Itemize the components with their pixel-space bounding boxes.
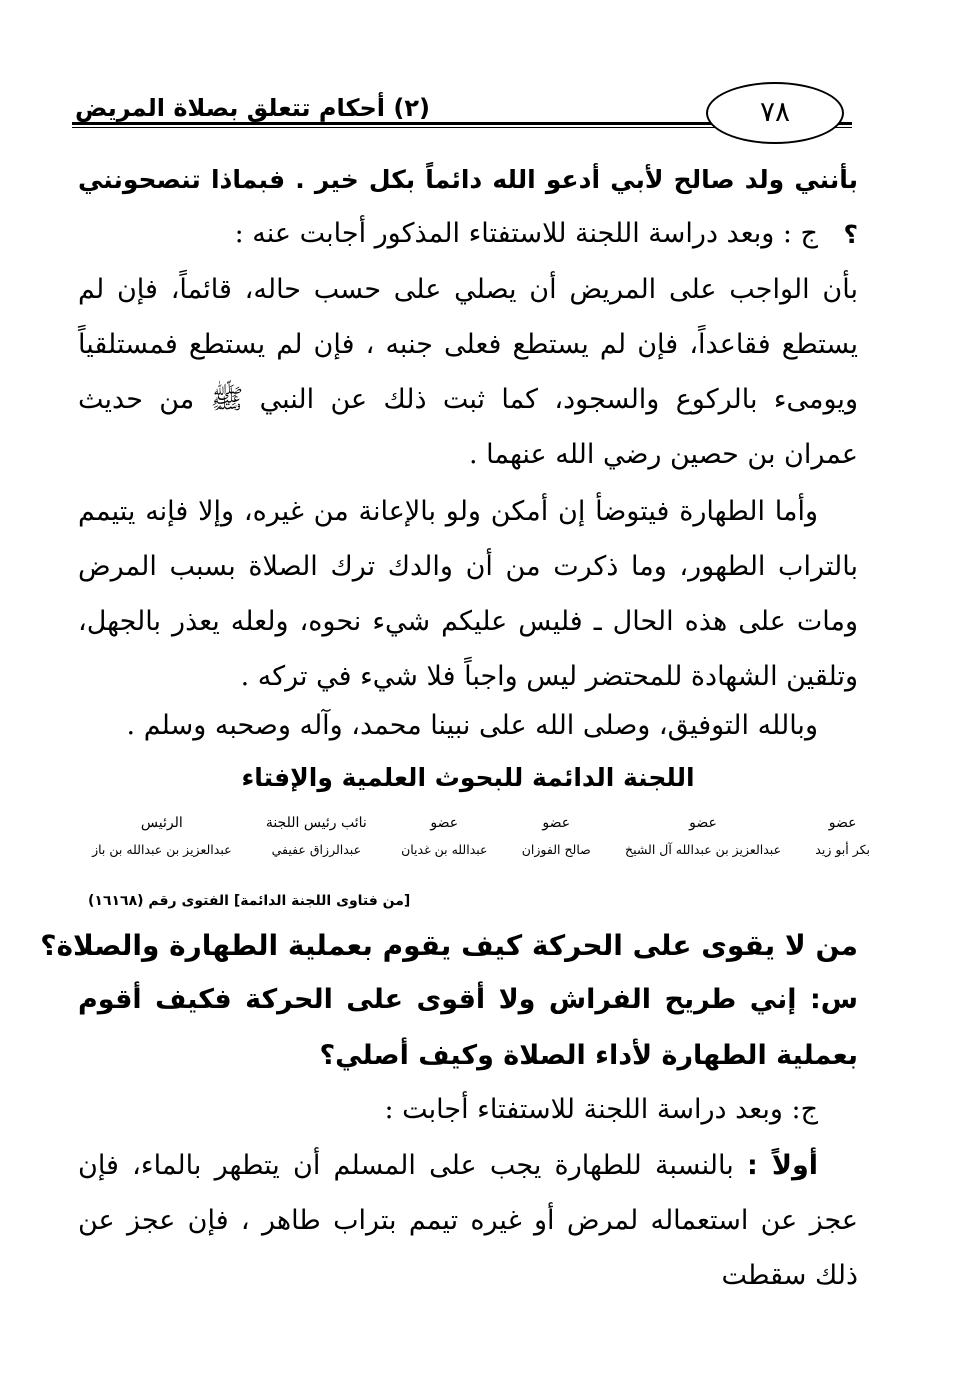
question-2: س: إني طريح الفراش ولا أقوى على الحركة فكيف أقوم بعملية الطهارة لأداء الصلاة وكيف أصلي؟ bbox=[78, 984, 858, 1071]
question-tail: بأنني ولد صالح لأبي أدعو الله دائماً بكل خير . فبماذا تنصحونني ؟ bbox=[78, 165, 858, 249]
member-name: عبدالعزيز بن عبدالله آل الشيخ bbox=[625, 842, 782, 857]
member-name: بكر أبو زيد bbox=[815, 842, 870, 857]
member-role: عضو bbox=[828, 815, 857, 831]
member-4 bbox=[401, 810, 487, 880]
point-label: أولاً : bbox=[747, 1150, 818, 1181]
member-5 bbox=[266, 810, 367, 880]
committee-title: اللجنة الدائمة للبحوث العلمية والإفتاء bbox=[241, 763, 695, 792]
answer-intro: ج : وبعد دراسة اللجنة للاستفتاء المذكور أجابت عنه : bbox=[234, 218, 818, 249]
member-role: عضو bbox=[689, 815, 717, 831]
member-role: نائب رئيس اللجنة bbox=[265, 815, 367, 831]
member-2 bbox=[625, 810, 781, 880]
member-role: عضو bbox=[542, 815, 571, 831]
answer-paragraph-2: وأما الطهارة فيتوضأ إن أمكن ولو بالإعانة من غيره، وإلا فإنه يتيمم بالتراب الطهور، وما ذكرت من أن والدك ترك الصلاة بسبب المرض ومات على هذه الحال ـ فليس عليكم شيء نحوه، ولعله يعذر بالجهل، وتلقين الشهادة للمحتضر ليس واجباً فلا شيء في تركه . bbox=[78, 496, 858, 692]
fatwa-source: [من فتاوى اللجنة الدائمة] الفتوى رقم (١٦١٦٨) bbox=[88, 893, 411, 909]
member-role: الرئيس bbox=[140, 815, 183, 831]
answer-intro-2: ج: وبعد دراسة اللجنة للاستفتاء أجابت : bbox=[384, 1094, 818, 1125]
closing-line: وبالله التوفيق، وصلى الله على نبينا محمد، وآله وصحبه وسلم . bbox=[126, 710, 818, 741]
member-name: عبدالله بن غديان bbox=[401, 842, 488, 857]
answer-2-paragraph-1 bbox=[78, 1138, 858, 1303]
page-number: ٧٨ bbox=[706, 82, 844, 144]
answer-paragraph-1: بأن الواجب على المريض أن يصلي على حسب حاله، قائماً، فإن لم يستطع فقاعداً، فإن لم يستطع فعلى جنبه ، فإن لم يستطع فمستلقياً ويومىء بالركوع والسجود، كما ثبت ذلك عن النبي ﷺ من حديث عمران بن حصين رضي الله عنهما . bbox=[78, 274, 858, 470]
committee-members bbox=[92, 810, 870, 880]
member-3 bbox=[522, 810, 591, 880]
point-text: بالنسبة للطهارة يجب على المسلم أن يتطهر بالماء، فإن عجز عن استعماله لمرض أو غيره تيمم بتراب طاهر ، فإن عجز عن ذلك سقطت bbox=[78, 1150, 858, 1291]
member-name: صالح الفوزان bbox=[521, 842, 591, 857]
running-title: (٢) أحكام تتعلق بصلاة المريض bbox=[75, 94, 430, 122]
member-6 bbox=[92, 810, 232, 880]
question-heading: من لا يقوى على الحركة كيف يقوم بعملية الطهارة والصلاة؟ bbox=[40, 929, 858, 962]
member-name: عبدالعزيز بن عبدالله بن باز bbox=[92, 842, 232, 857]
member-name: عبدالرزاق عفيفي bbox=[271, 842, 362, 857]
member-1 bbox=[815, 810, 870, 880]
member-role: عضو bbox=[430, 815, 459, 831]
